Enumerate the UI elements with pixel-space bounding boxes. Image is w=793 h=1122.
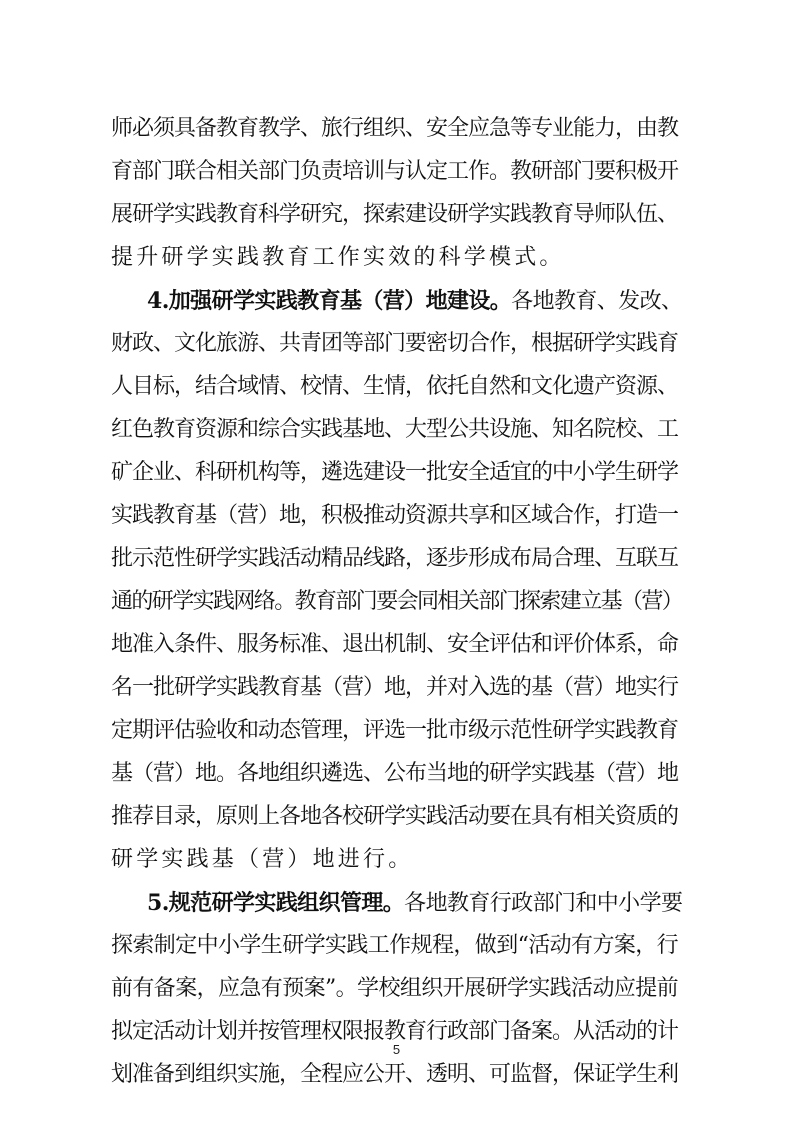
text-line: 红色教育资源和综合实践基地、大型公共设施、知名院校、工: [111, 417, 679, 442]
text-line: 探索制定中小学生研学实践工作规程，做到“活动有方案，行: [111, 933, 679, 958]
text-line: 研学实践基（营）地进行。: [111, 847, 414, 872]
text-line: 师必须具备教育教学、旅行组织、安全应急等专业能力，由教: [111, 116, 679, 141]
text-line: 批示范性研学实践活动精品线路，逐步形成布局合理、互联互: [111, 546, 679, 571]
text-line: 人目标，结合域情、校情、生情，依托自然和文化遗产资源、: [111, 374, 679, 399]
text-line: 地准入条件、服务标准、退出机制、安全评估和评价体系，命: [111, 632, 679, 657]
page-number: 5: [392, 1042, 401, 1057]
text-line: 推荐目录，原则上各地各校研学实践活动要在具有相关资质的: [111, 804, 679, 829]
text-line: 基（营）地。各地组织遴选、公布当地的研学实践基（营）地: [111, 761, 679, 786]
text-span: 各地教育行政部门和中小学要: [404, 891, 683, 916]
text-line: 通的研学实践网络。教育部门要会同相关部门探索建立基（营）: [111, 589, 683, 614]
section-5-heading: 5.规范研学实践组织管理。: [147, 890, 405, 916]
text-line: 提升研学实践教育工作实效的科学模式。: [111, 245, 565, 270]
text-line: 拟定活动计划并按管理权限报教育行政部门备案。从活动的计: [111, 1019, 679, 1044]
text-line: 实践教育基（营）地，积极推动资源共享和区域合作，打造一: [111, 503, 679, 528]
section-4-first-line: [147, 286, 682, 317]
text-line: 财政、文化旅游、共青团等部门要密切合作，根据研学实践育: [111, 331, 679, 356]
text-line: 育部门联合相关部门负责培训与认定工作。教研部门要积极开: [111, 159, 679, 184]
text-line: 前有备案，应急有预案”。学校组织开展研学实践活动应提前: [111, 976, 679, 1001]
text-span: 各地教育、发改、: [511, 289, 683, 314]
text-line: 名一批研学实践教育基（营）地，并对入选的基（营）地实行: [111, 675, 679, 700]
section-5-first-line: [147, 888, 682, 919]
text-line: 展研学实践教育科学研究，探索建设研学实践教育导师队伍、: [111, 202, 679, 227]
text-line: 矿企业、科研机构等，遴选建设一批安全适宜的中小学生研学: [111, 460, 679, 485]
section-4-heading: 4.加强研学实践教育基（营）地建设。: [147, 288, 512, 314]
text-line: 划准备到组织实施，全程应公开、透明、可监督，保证学生利: [111, 1062, 679, 1087]
text-line: 定期评估验收和动态管理，评选一批市级示范性研学实践教育: [111, 718, 679, 743]
